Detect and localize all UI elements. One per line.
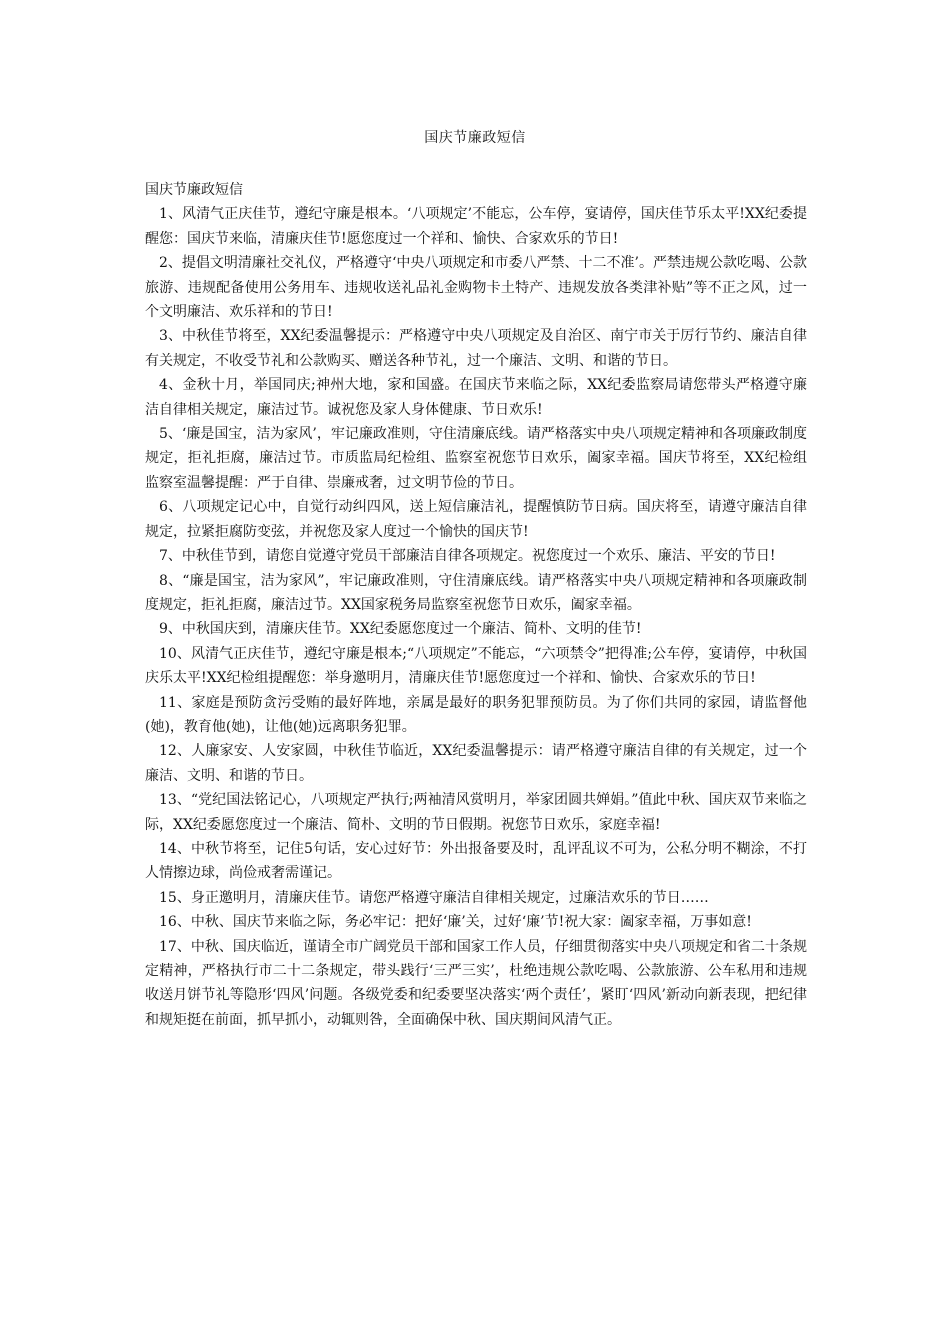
document-subtitle: 国庆节廉政短信: [145, 182, 243, 198]
paragraph-9: 9、中秋国庆到，清廉庆佳节。XX纪委愿您度过一个廉洁、简朴、文明的佳节!: [159, 621, 642, 638]
paragraph-5: 5、‘廉是国宝，洁为家风’，牢记廉政准则，守住清廉底线。请严格落实中央八项规定精神和各项廉政制度规定，拒礼拒腐，廉洁过节。市质监局纪检组、监察室祝您节日欢乐，阖家幸福。国庆节将至，XX纪检组监察室温馨提醒：严于自律、崇廉戒奢，过文明节俭的节日。: [145, 426, 807, 491]
paragraph-2: 2、提倡文明清廉社交礼仪，严格遵守‘中央八项规定和市委八严禁、十二不准’。严禁违规公款吃喝、公款旅游、违规配备使用公务用车、违规收送礼品礼金购物卡土特产、违规发放各类津补贴”等不正之风，过一个文明廉洁、欢乐祥和的节日!: [145, 255, 807, 321]
paragraph-3: 3、中秋佳节将至，XX纪委温馨提示：严格遵守中央八项规定及自治区、南宁市关于厉行节约、廉洁自律有关规定，不收受节礼和公款购买、赠送各种节礼，过一个廉洁、文明、和谐的节日。: [145, 328, 807, 369]
paragraph-14: 14、中秋节将至，记住5句话，安心过好节：外出报备要及时，乱评乱议不可为，公私分明不糊涂，不打人情擦边球，尚俭戒奢需谨记。: [145, 840, 807, 882]
paragraph-12: 12、人廉家安、人安家圆，中秋佳节临近，XX纪委温馨提示：请严格遵守廉洁自律的有关规定，过一个廉洁、文明、和谐的节日。: [145, 743, 807, 784]
paragraph-8: 8、“廉是国宝，洁为家风”，牢记廉政准则，守住清廉底线。请严格落实中央八项规定精神和各项廉政制度规定，拒礼拒腐，廉洁过节。XX国家税务局监察室祝您节日欢乐，阖家幸福。: [145, 572, 807, 613]
document-body: [145, 178, 807, 1032]
document-title: 国庆节廉政短信: [424, 130, 526, 146]
paragraph-7: 7、中秋佳节到，请您自觉遵守党员干部廉洁自律各项规定。祝您度过一个欢乐、廉洁、平安的节日!: [159, 548, 776, 565]
paragraph-15: 15、身正邀明月，清廉庆佳节。请您严格遵守廉洁自律相关规定，过廉洁欢乐的节日……: [159, 889, 709, 906]
paragraph-10: 10、风清气正庆佳节，遵纪守廉是根本;“八项规定”不能忘，“六项禁令”把得准;公车停，宴请停，中秋国庆乐太平!XX纪检组提醒您：举身邀明月，清廉庆佳节!愿您度过一个祥和、愉快、合家欢乐的节日!: [145, 645, 807, 687]
paragraph-16: 16、中秋、国庆节来临之际，务必牢记：把好‘廉’关，过好‘廉’节!祝大家：阖家幸福，万事如意!: [159, 914, 752, 931]
paragraph-17: 17、中秋、国庆临近，谨请全市广阔党员干部和国家工作人员，仔细贯彻落实中央八项规定和省二十条规定精神，严格执行市二十二条规定，带头践行‘三严三实’，杜绝违规公款吃喝、公款旅游、公车私用和违规收送月饼节礼等隐形‘四风’问题。各级党委和纪委要坚决落实‘两个责任’，紧盯‘四风’新动向新表现，把纪律和规矩挺在前面，抓早抓小，动辄则咎，全面确保中秋、国庆期间风清气正。: [145, 938, 807, 1028]
paragraph-6: 6、八项规定记心中，自觉行动纠四风，送上短信廉洁礼，提醒慎防节日病。国庆将至，请遵守廉洁自律规定，拉紧拒腐防变弦，并祝您及家人度过一个愉快的国庆节!: [145, 499, 807, 540]
paragraph-11: 11、家庭是预防贪污受贿的最好阵地，亲属是最好的职务犯罪预防员。为了你们共同的家园，请监督他(她)，教育他(她)，让他(她)远离职务犯罪。: [145, 694, 807, 735]
paragraph-4: 4、金秋十月，举国同庆;神州大地，家和国盛。在国庆节来临之际，XX纪委监察局请您带头严格遵守廉洁自律相关规定，廉洁过节。诚祝您及家人身体健康、节日欢乐!: [145, 377, 807, 418]
paragraph-13: 13、“党纪国法铭记心，八项规定严执行;两袖清风赏明月，举家团圆共婵娟。”值此中秋、国庆双节来临之际，XX纪委愿您度过一个廉洁、简朴、文明的节日假期。祝您节日欢乐，家庭幸福!: [145, 792, 807, 833]
paragraph-1: 1、风清气正庆佳节，遵纪守廉是根本。‘八项规定’不能忘，公车停，宴请停，国庆佳节乐太平!XX纪委提醒您：国庆节来临，清廉庆佳节!愿您度过一个祥和、愉快、合家欢乐的节日!: [145, 206, 807, 247]
